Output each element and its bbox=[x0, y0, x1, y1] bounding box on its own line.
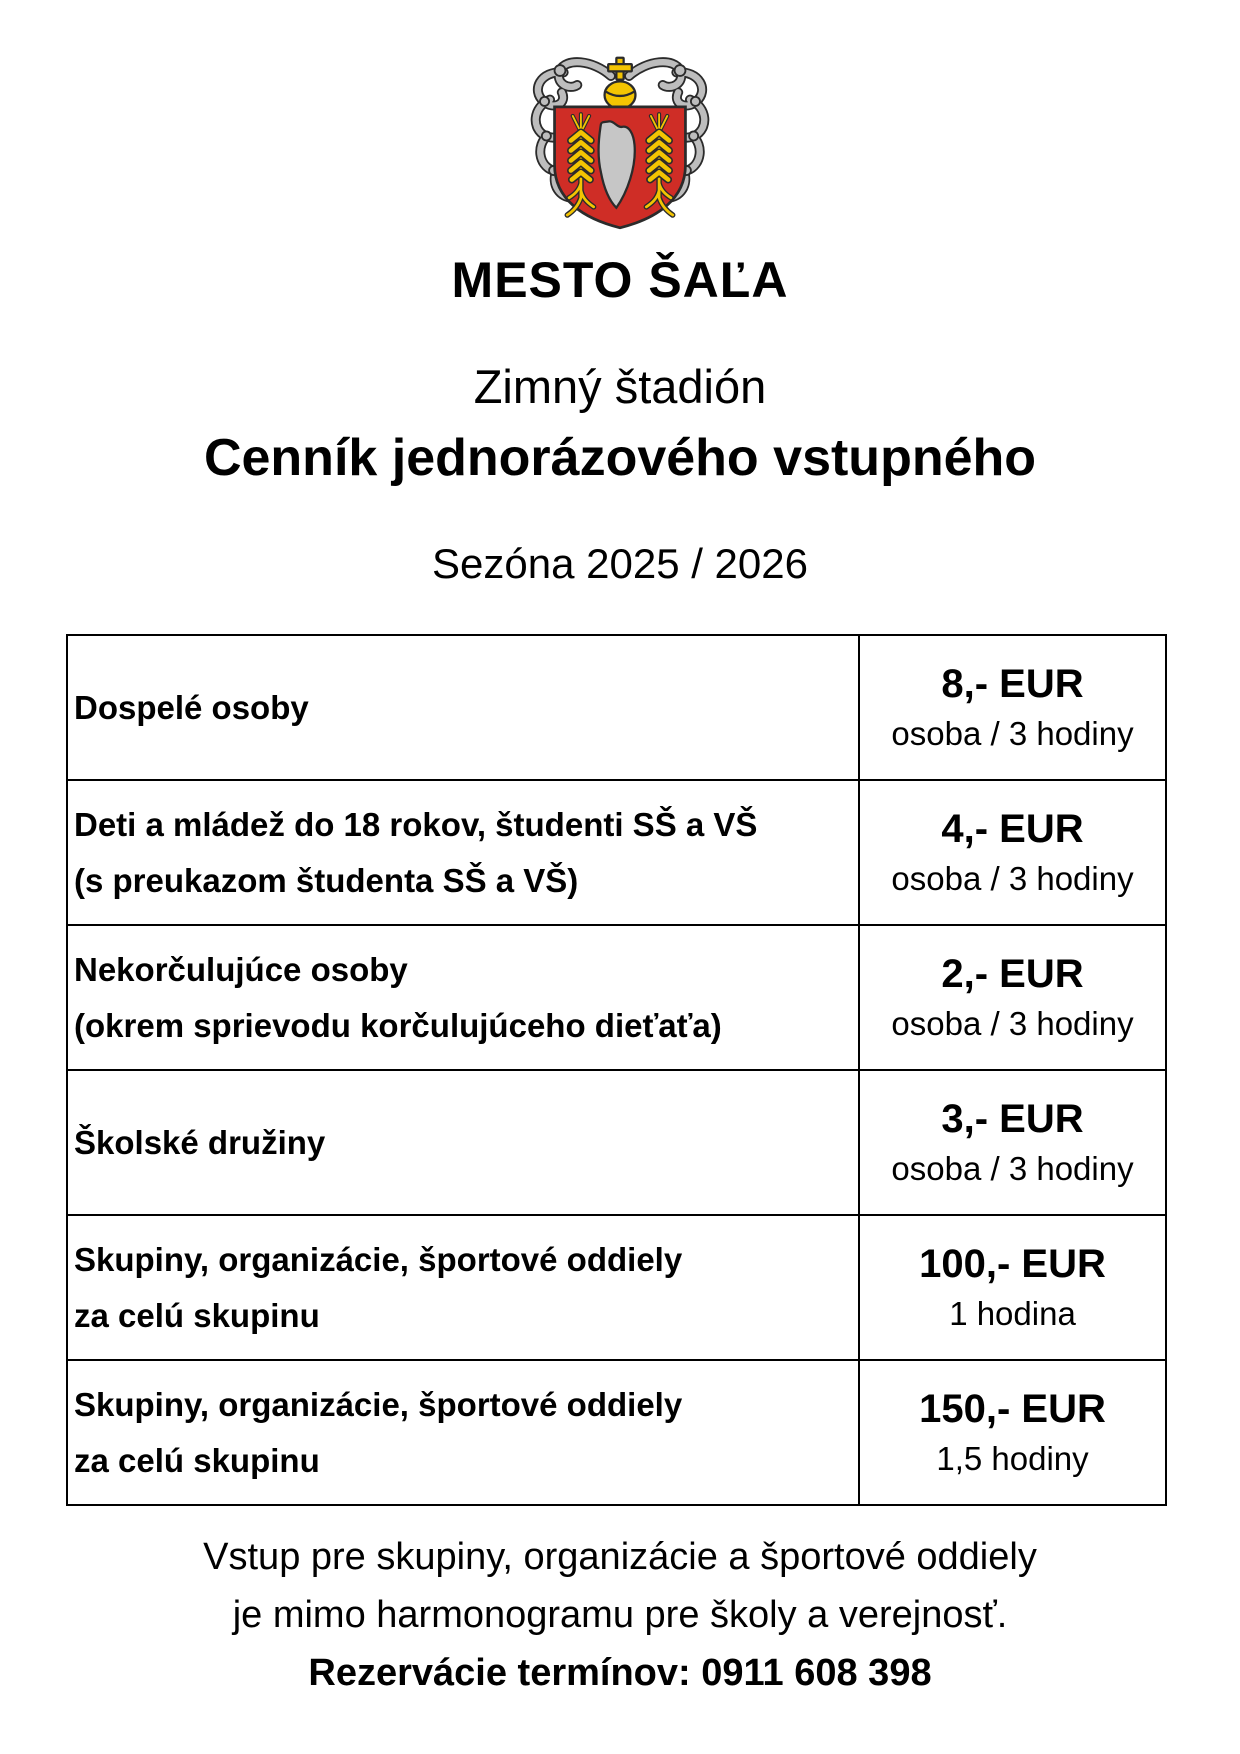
price-unit: osoba / 3 hodiny bbox=[891, 859, 1134, 897]
service-label-line: (okrem sprievodu korčulujúceho dieťaťa) bbox=[74, 1006, 722, 1044]
service-label-line: Nekorčulujúce osoby bbox=[74, 950, 408, 988]
price-value: 8,- EUR bbox=[941, 661, 1084, 706]
service-cell bbox=[67, 925, 859, 1070]
price-unit: osoba / 3 hodiny bbox=[891, 1149, 1134, 1187]
price-value: 4,- EUR bbox=[941, 806, 1084, 851]
service-cell bbox=[67, 635, 859, 780]
season-label: Sezóna 2025 / 2026 bbox=[432, 540, 808, 587]
table-row bbox=[67, 635, 1166, 780]
price-unit: 1,5 hodiny bbox=[936, 1439, 1089, 1477]
service-label-line: Skupiny, organizácie, športové oddiely bbox=[74, 1385, 683, 1423]
masthead bbox=[0, 54, 1240, 309]
city-coat-of-arms-icon bbox=[520, 54, 720, 247]
price-value: 2,- EUR bbox=[941, 951, 1084, 996]
table-row bbox=[67, 1070, 1166, 1215]
venue-name: Zimný štadión bbox=[473, 360, 767, 413]
service-label-line: (s preukazom študenta SŠ a VŠ) bbox=[74, 861, 579, 899]
price-unit: osoba / 3 hodiny bbox=[891, 1004, 1134, 1042]
service-label-line: Dospelé osoby bbox=[74, 688, 309, 726]
note-line-1: Vstup pre skupiny, organizácie a športové oddiely bbox=[203, 1536, 1037, 1578]
city-name: MESTO ŠAĽA bbox=[451, 252, 789, 308]
price-cell bbox=[859, 925, 1166, 1070]
table-row bbox=[67, 1215, 1166, 1360]
table-row bbox=[67, 780, 1166, 925]
service-label-line: Školské družiny bbox=[74, 1123, 326, 1161]
price-cell bbox=[859, 780, 1166, 925]
service-cell bbox=[67, 1215, 859, 1360]
document-title: Cenník jednorázového vstupného bbox=[203, 429, 1037, 487]
price-unit: 1 hodina bbox=[949, 1294, 1076, 1332]
price-table-body bbox=[67, 635, 1166, 1505]
price-cell bbox=[859, 635, 1166, 780]
price-value: 3,- EUR bbox=[941, 1096, 1084, 1141]
price-table bbox=[66, 634, 1167, 1506]
price-unit: osoba / 3 hodiny bbox=[891, 714, 1134, 752]
royal-orb-icon bbox=[605, 81, 636, 108]
service-label-line: za celú skupinu bbox=[74, 1441, 320, 1479]
table-row bbox=[67, 925, 1166, 1070]
price-value: 100,- EUR bbox=[919, 1241, 1106, 1286]
service-label-line: Skupiny, organizácie, športové oddiely bbox=[74, 1240, 683, 1278]
price-cell bbox=[859, 1070, 1166, 1215]
service-label-line: za celú skupinu bbox=[74, 1296, 320, 1334]
service-cell bbox=[67, 1070, 859, 1215]
service-cell bbox=[67, 1360, 859, 1505]
price-cell bbox=[859, 1360, 1166, 1505]
table-row bbox=[67, 1360, 1166, 1505]
footer-notes bbox=[0, 1528, 1240, 1702]
reservation-phone-line: Rezervácie termínov: 0911 608 398 bbox=[308, 1652, 932, 1694]
service-label-line: Deti a mládež do 18 rokov, študenti SŠ a VŠ bbox=[74, 805, 758, 843]
price-cell bbox=[859, 1215, 1166, 1360]
note-line-2: je mimo harmonogramu pre školy a verejnosť. bbox=[232, 1594, 1008, 1636]
price-value: 150,- EUR bbox=[919, 1386, 1106, 1431]
service-cell bbox=[67, 780, 859, 925]
